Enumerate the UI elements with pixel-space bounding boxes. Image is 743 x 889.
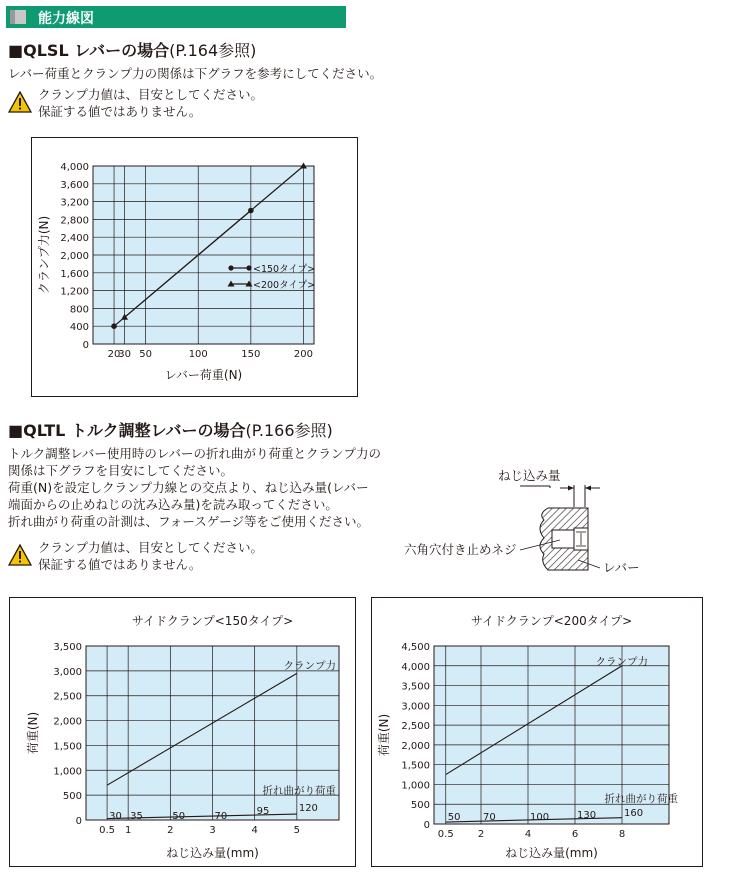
y-tick-label: 1,600 (60, 268, 89, 280)
bending-load-value: 70 (214, 811, 228, 822)
qltl-desc-line3: 荷重(N)を設定しクランプ力線との交点より、ねじ込み量(レバー (8, 480, 369, 495)
y-tick-label: 400 (69, 322, 89, 334)
section-header (6, 6, 346, 28)
bending-load-value: 130 (577, 810, 597, 821)
chart-title: サイドクランプ<200タイプ> (470, 614, 633, 628)
bending-load-label: 折れ曲がり荷重 (604, 793, 678, 805)
x-tick-label: 6 (571, 829, 579, 840)
bending-load-value: 30 (109, 811, 122, 822)
lever-label: レバー (603, 560, 640, 575)
set-screw-diagram (400, 462, 640, 582)
data-point-150 (111, 323, 117, 329)
x-tick-label: 20 (107, 349, 121, 360)
y-tick-label: 4,500 (401, 642, 430, 653)
x-tick-label: 8 (618, 829, 626, 840)
bending-load-value: 95 (256, 806, 270, 817)
warning-icon (8, 544, 32, 566)
legend-marker-circle (228, 265, 233, 270)
side-clamp-200-chart-panel (371, 597, 703, 867)
y-tick-label: 3,500 (53, 642, 82, 653)
y-tick-label: 2,000 (53, 716, 82, 728)
y-tick-label: 500 (410, 800, 430, 812)
y-tick-label: 0 (75, 816, 82, 827)
y-axis-label: クランプ力(N) (37, 215, 51, 295)
qltl-desc-line2: 関係は下グラフを目安にしてください。 (8, 463, 234, 478)
section-title: 能力線図 (38, 11, 94, 27)
x-tick-label: 2 (167, 825, 174, 836)
y-tick-label: 2,000 (60, 251, 89, 262)
x-tick-label: 4 (524, 829, 532, 840)
clamp-force-label: クランプ力 (595, 656, 648, 668)
y-tick-label: 0 (82, 340, 89, 351)
x-tick-label: 30 (118, 349, 131, 360)
qltl-desc-line1: トルク調整レバー使用時のレバーの折れ曲がり荷重とクランプ力の (8, 446, 382, 461)
x-axis-label: レバー荷重(N) (164, 368, 243, 382)
y-tick-label: 3,000 (401, 701, 430, 713)
y-tick-label: 800 (69, 304, 89, 316)
side-clamp-150-chart-panel (9, 597, 356, 867)
x-axis-label: ねじ込み量(mm) (166, 846, 259, 860)
chart-title: サイドクランプ<150タイプ> (131, 614, 294, 628)
y-tick-label: 1,000 (401, 780, 430, 792)
screw-depth-label: ねじ込み量 (498, 468, 561, 483)
warning-icon (8, 91, 32, 113)
y-axis-label: 荷重(N) (377, 713, 391, 757)
y-tick-label: 2,400 (60, 233, 89, 245)
y-tick-label: 3,200 (60, 197, 89, 209)
x-tick-label: 150 (241, 349, 261, 360)
qlsl-heading-ref: (P.164参照) (169, 41, 257, 60)
qltl-heading-ref: (P.166参照) (245, 421, 333, 440)
y-tick-label: 2,500 (401, 721, 430, 733)
bending-load-value: 70 (483, 812, 496, 823)
qlsl-heading (8, 38, 256, 61)
y-tick-label: 3,500 (401, 681, 430, 693)
set-screw-label: 六角穴付き止めネジ (404, 542, 517, 557)
side-clamp-150-chart (10, 598, 355, 866)
bending-load-value: 160 (624, 808, 644, 819)
y-tick-label: 3,000 (53, 666, 82, 678)
y-tick-label: 4,000 (60, 162, 89, 173)
qltl-warning-line1: クランプ力値は、目安としてください。 (38, 540, 264, 555)
y-tick-label: 2,800 (60, 215, 89, 227)
bending-load-value: 35 (130, 811, 143, 822)
clamp-force-label: クランプ力 (283, 660, 336, 672)
qltl-desc-line5: 折れ曲がり荷重の計測は、フォースゲージ等をご使用ください。 (8, 514, 370, 529)
bending-load-value: 100 (530, 812, 550, 823)
x-tick-label: 0.5 (99, 825, 116, 836)
legend-label: <200タイプ> (253, 280, 316, 291)
x-tick-label: 5 (293, 825, 301, 836)
x-tick-label: 100 (188, 349, 208, 360)
y-tick-label: 4,000 (401, 661, 430, 673)
header-marker-light (15, 10, 26, 24)
bending-load-value: 50 (447, 812, 461, 823)
side-clamp-200-chart (372, 598, 702, 866)
y-tick-label: 1,200 (60, 286, 89, 298)
qlsl-chart (32, 138, 357, 396)
y-tick-label: 2,000 (401, 740, 430, 752)
x-axis-label: ねじ込み量(mm) (505, 846, 598, 860)
qltl-warning-line2: 保証する値ではありません。 (38, 557, 202, 572)
bending-load-value: 50 (172, 811, 186, 822)
legend-marker-circle (246, 265, 251, 270)
y-axis-label: 荷重(N) (26, 711, 40, 755)
qlsl-description: レバー荷重とクランプ力の関係は下グラフを参考にしてください。 (8, 66, 383, 81)
bending-load-value: 120 (298, 803, 318, 814)
y-tick-label: 3,600 (60, 179, 89, 191)
legend-label: <150タイプ> (253, 264, 316, 275)
y-tick-label: 0 (423, 820, 430, 831)
x-tick-label: 0.5 (437, 829, 454, 840)
qltl-heading (8, 418, 333, 441)
qltl-heading-main: ■QLTL トルク調整レバーの場合 (8, 421, 246, 440)
y-tick-label: 2,500 (53, 691, 82, 703)
qlsl-warning-line1: クランプ力値は、目安としてください。 (38, 87, 264, 102)
x-tick-label: 200 (293, 349, 314, 360)
x-tick-label: 3 (209, 825, 216, 836)
qlsl-warning-line2: 保証する値ではありません。 (38, 104, 202, 119)
x-tick-label: 4 (251, 825, 258, 836)
x-tick-label: 50 (139, 349, 152, 360)
x-tick-label: 1 (124, 825, 132, 836)
set-screw-drawing (400, 462, 640, 582)
y-tick-label: 1,500 (53, 741, 82, 753)
bending-load-label: 折れ曲がり荷重 (262, 785, 336, 797)
y-tick-label: 500 (62, 791, 82, 803)
x-tick-label: 2 (477, 829, 485, 840)
y-tick-label: 1,500 (401, 760, 430, 772)
y-tick-label: 1,000 (53, 766, 82, 778)
qlsl-chart-panel (31, 137, 358, 397)
qltl-desc-line4: 端面からの止めねじの沈み込み量)を読み取ってください。 (8, 497, 338, 512)
qlsl-heading-main: ■QLSL レバーの場合 (8, 41, 170, 60)
